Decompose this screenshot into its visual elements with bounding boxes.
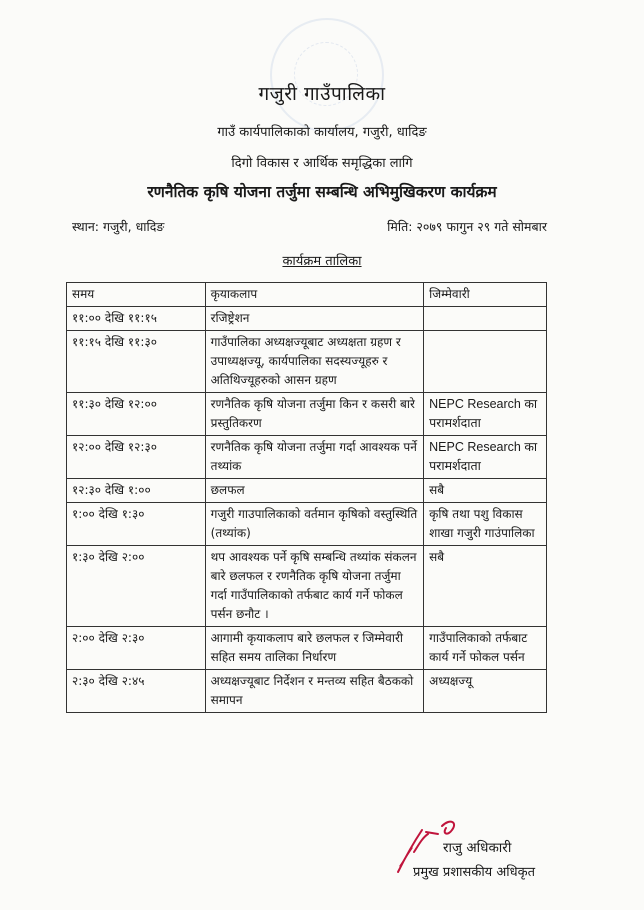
- office-name: गाउँ कार्यपालिकाको कार्यालय, गजुरी, धादिङ: [217, 125, 427, 140]
- cell-activity: गजुरी गाउपालिकाको वर्तमान कृषिको वस्तुस्थिति (तथ्यांक): [205, 503, 424, 546]
- cell-time: ११:३० देखि १२:००: [67, 393, 206, 436]
- cell-responsibility: NEPC Research का परामर्शदाता: [424, 393, 547, 436]
- municipality-title: गजुरी गाउँपालिका: [258, 83, 386, 105]
- cell-activity: आगामी कृयाकलाप बारे छलफल र जिम्मेवारी सहित समय तालिका निर्धारण: [205, 627, 424, 670]
- cell-time: १२:०० देखि १२:३०: [67, 436, 206, 479]
- cell-time: ११:०० देखि ११:१५: [67, 307, 206, 331]
- cell-responsibility: कृषि तथा पशु विकास शाखा गजुरी गाउंपालिका: [424, 503, 547, 546]
- table-row: [67, 331, 547, 393]
- column-header-activity: कृयाकलाप: [205, 283, 424, 307]
- signatory-role: प्रमुख प्रशासकीय अधिकृत: [413, 865, 536, 880]
- table-header-row: [67, 283, 547, 307]
- cell-responsibility: अध्यक्षज्यू: [424, 670, 547, 713]
- cell-time: ११:१५ देखि ११:३०: [67, 331, 206, 393]
- schedule-table: [66, 282, 547, 713]
- table-row: [67, 479, 547, 503]
- cell-responsibility: सबै: [424, 479, 547, 503]
- tagline: दिगो विकास र आर्थिक समृद्धिका लागि: [231, 156, 413, 171]
- table-row: [67, 546, 547, 627]
- office-seal-watermark: [270, 18, 384, 132]
- column-header-time: समय: [67, 283, 206, 307]
- column-header-responsibility: जिम्मेवारी: [424, 283, 547, 307]
- cell-activity: छलफल: [205, 479, 424, 503]
- cell-responsibility: [424, 307, 547, 331]
- cell-responsibility: [424, 331, 547, 393]
- cell-responsibility: गाउँपालिकाको तर्फबाट कार्य गर्ने फोकल पर्सन: [424, 627, 547, 670]
- table-row: [67, 436, 547, 479]
- cell-time: १:३० देखि २:००: [67, 546, 206, 627]
- cell-activity: थप आवश्यक पर्ने कृषि सम्बन्धि तथ्यांक संकलन बारे छलफल र रणनैतिक कृषि योजना तर्जुमा गर्दा गाउँपालिकाको तर्फबाट कार्य गर्ने फोकल पर्सन छनौट ।: [205, 546, 424, 627]
- cell-responsibility: सबै: [424, 546, 547, 627]
- cell-activity: रजिष्ट्रेशन: [205, 307, 424, 331]
- event-date: मिति: २०७९ फागुन २९ गते सोमबार: [387, 219, 547, 234]
- schedule-title: कार्यक्रम तालिका: [282, 254, 362, 269]
- table-row: [67, 393, 547, 436]
- table-row: [67, 627, 547, 670]
- cell-activity: अध्यक्षज्यूबाट निर्देशन र मन्तव्य सहित बैठकको समापन: [205, 670, 424, 713]
- cell-responsibility: NEPC Research का परामर्शदाता: [424, 436, 547, 479]
- cell-time: २:३० देखि २:४५: [67, 670, 206, 713]
- table-row: [67, 503, 547, 546]
- cell-time: १२:३० देखि १:००: [67, 479, 206, 503]
- venue: स्थान: गजुरी, धादिङ: [72, 219, 165, 234]
- table-row: [67, 670, 547, 713]
- cell-time: १:०० देखि १:३०: [67, 503, 206, 546]
- signatory-name: राजु अधिकारी: [443, 840, 512, 856]
- table-row: [67, 307, 547, 331]
- cell-activity: गाउँपालिका अध्यक्षज्यूबाट अध्यक्षता ग्रहण र उपाध्यक्षज्यू, कार्यपालिका सदस्यज्यूहरु र अतिथिज्यूहरुको आसन ग्रहण: [205, 331, 424, 393]
- program-title: रणनैतिक कृषि योजना तर्जुमा सम्बन्धि अभिमुखिकरण कार्यक्रम: [147, 183, 497, 201]
- cell-activity: रणनैतिक कृषि योजना तर्जुमा गर्दा आवश्यक पर्ने तथ्यांक: [205, 436, 424, 479]
- cell-activity: रणनैतिक कृषि योजना तर्जुमा किन र कसरी बारे प्रस्तुतिकरण: [205, 393, 424, 436]
- cell-time: २:०० देखि २:३०: [67, 627, 206, 670]
